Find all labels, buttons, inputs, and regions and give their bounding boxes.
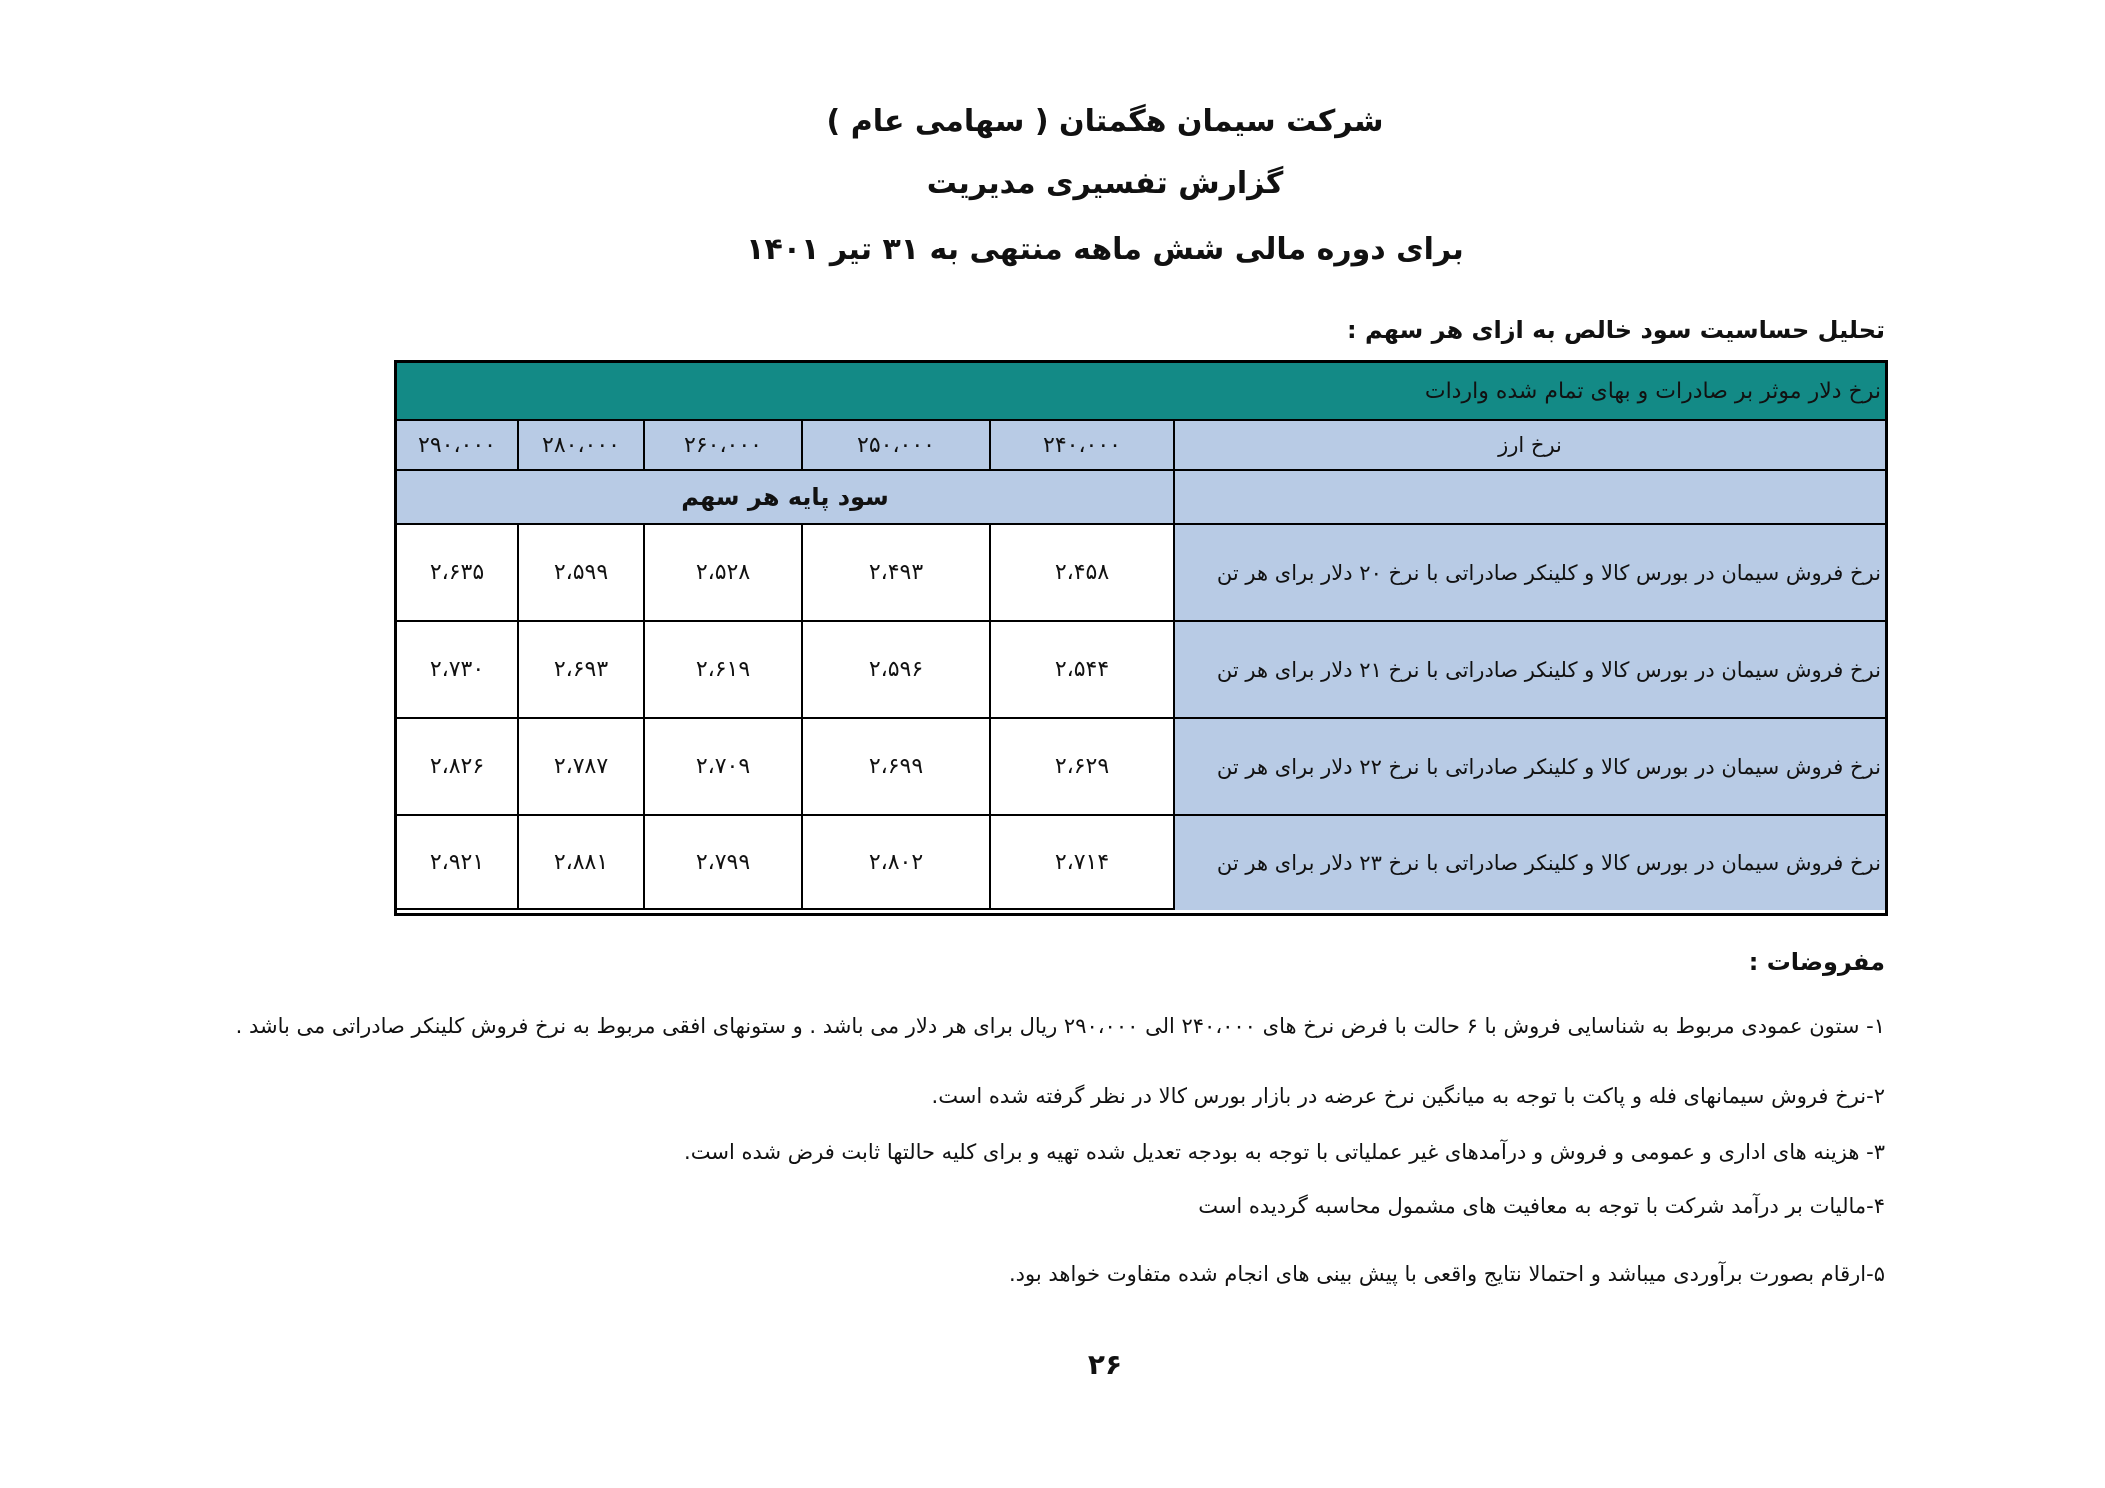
row-label: نرخ فروش سیمان در بورس کالا و کلینکر صادراتی با نرخ ۲۱ دلار برای هر تن <box>1175 622 1885 719</box>
row-label: نرخ فروش سیمان در بورس کالا و کلینکر صادراتی با نرخ ۲۰ دلار برای هر تن <box>1175 525 1885 622</box>
eps-value-cell: ۲،۸۲۶ <box>397 719 519 816</box>
eps-value-cell: ۲،۵۹۶ <box>803 622 991 719</box>
eps-value-cell: ۲،۵۹۹ <box>519 525 645 622</box>
rate-280000: ۲۸۰،۰۰۰ <box>519 421 645 471</box>
eps-label-blank <box>1175 471 1885 525</box>
eps-value-cell: ۲،۷۱۴ <box>991 816 1175 910</box>
eps-value-cell: ۲،۶۹۳ <box>519 622 645 719</box>
row-label: نرخ فروش سیمان در بورس کالا و کلینکر صادراتی با نرخ ۲۲ دلار برای هر تن <box>1175 719 1885 816</box>
page-number: ۲۶ <box>1087 1348 1123 1381</box>
eps-value-cell: ۲،۵۴۴ <box>991 622 1175 719</box>
assumption-3: ۳- هزینه های اداری و عمومی و فروش و درآمدهای غیر عملیاتی با توجه به بودجه تعدیل شده تهیه و برای کلیه حالتها ثابت فرض شده است. <box>684 1140 1885 1164</box>
rate-260000: ۲۶۰،۰۰۰ <box>645 421 803 471</box>
company-title: شرکت سیمان هگمتان ( سهامی عام ) <box>826 104 1384 139</box>
eps-value-cell: ۲،۷۳۰ <box>397 622 519 719</box>
eps-value-cell: ۲،۸۸۱ <box>519 816 645 910</box>
eps-value-cell: ۲،۶۹۹ <box>803 719 991 816</box>
eps-value-cell: ۲،۹۲۱ <box>397 816 519 910</box>
eps-value-cell: ۲،۷۹۹ <box>645 816 803 910</box>
assumption-5: ۵-ارقام بصورت برآوردی میباشد و احتمالا نتایج واقعی با پیش بینی های انجام شده متفاوت خواهد بود. <box>1009 1262 1885 1286</box>
section-heading: تحلیل حساسیت سود خالص به ازای هر سهم : <box>1347 316 1885 344</box>
assumptions-heading: مفروضات : <box>1748 948 1885 976</box>
eps-value-cell: ۲،۶۳۵ <box>397 525 519 622</box>
sensitivity-table <box>394 360 1888 916</box>
eps-value-cell: ۲،۴۹۳ <box>803 525 991 622</box>
eps-value-cell: ۲،۶۱۹ <box>645 622 803 719</box>
eps-label: سود پایه هر سهم <box>397 471 1175 525</box>
eps-value-cell: ۲،۶۲۹ <box>991 719 1175 816</box>
assumption-4: ۴-مالیات بر درآمد شرکت با توجه به معافیت های مشمول محاسبه گردیده است <box>1198 1194 1885 1218</box>
eps-value-cell: ۲،۸۰۲ <box>803 816 991 910</box>
eps-value-cell: ۲،۵۲۸ <box>645 525 803 622</box>
rate-label: نرخ ارز <box>1175 421 1885 471</box>
rate-240000: ۲۴۰،۰۰۰ <box>991 421 1175 471</box>
assumption-1: ۱- ستون عمودی مربوط به شناسایی فروش با ۶ حالت با فرض نرخ های ۲۴۰،۰۰۰ الی ۲۹۰،۰۰۰ ریال برای هر دلار می باشد . و ستونهای افقی مربوط به نرخ فروش کلینکر صادراتی می باشد . <box>235 1014 1885 1038</box>
eps-value-cell: ۲،۷۰۹ <box>645 719 803 816</box>
assumption-2: ۲-نرخ فروش سیمانهای فله و پاکت با توجه به میانگین نرخ عرضه در بازار بورس کالا در نظر گرفته شده است. <box>931 1084 1885 1108</box>
eps-value-cell: ۲،۴۵۸ <box>991 525 1175 622</box>
report-title: گزارش تفسیری مدیریت <box>926 166 1284 201</box>
period-title: برای دوره مالی شش ماهه منتهی به ۳۱ تیر ۱۴۰۱ <box>746 232 1464 267</box>
rate-290000: ۲۹۰،۰۰۰ <box>397 421 519 471</box>
rate-250000: ۲۵۰،۰۰۰ <box>803 421 991 471</box>
row-label: نرخ فروش سیمان در بورس کالا و کلینکر صادراتی با نرخ ۲۳ دلار برای هر تن <box>1175 816 1885 910</box>
eps-value-cell: ۲،۷۸۷ <box>519 719 645 816</box>
table-title: نرخ دلار موثر بر صادرات و بهای تمام شده واردات <box>397 363 1885 421</box>
